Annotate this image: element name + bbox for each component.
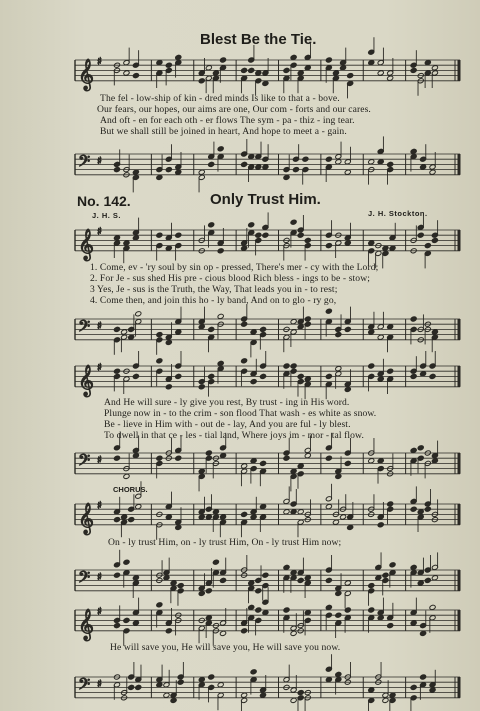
bass-staff-5 <box>75 673 460 703</box>
treble-staff-3 <box>75 362 460 396</box>
treble-staff-5 <box>75 606 460 640</box>
svg-text:𝄞: 𝄞 <box>78 364 94 396</box>
hymn1-verse-1: The fel - low-ship of kin - dred minds Is like to that a - bove. <box>100 93 340 104</box>
chorus-label: CHORUS. <box>113 485 148 494</box>
bass-staff-1 <box>75 150 460 180</box>
svg-text:♯: ♯ <box>97 320 102 332</box>
hymn2-verse-2a: 2. For Je - sus shed His pre - cious blood Rich bless - ings to be - stow; <box>90 273 371 284</box>
lyricist-credit: J. H. S. <box>92 211 122 220</box>
hymn2-verse-1b: And He will sure - ly give you rest, By trust - ing in His word. <box>104 397 350 408</box>
svg-text:𝄞: 𝄞 <box>78 502 94 534</box>
hymn2-verse-2b: Plunge now in - to the crim - son flood That wash - es white as snow. <box>104 408 377 419</box>
chorus-line-1: On - ly trust Him, on - ly trust Him, On - ly trust Him now; <box>108 537 342 548</box>
hymn-title-only-trust-him: Only Trust Him. <box>210 191 321 208</box>
svg-text:𝄞: 𝄞 <box>78 58 94 90</box>
hymn-title-blest-be-the-tie: Blest Be the Tie. <box>200 31 317 48</box>
svg-text:𝄢: 𝄢 <box>78 451 91 474</box>
svg-text:𝄢: 𝄢 <box>78 317 91 340</box>
hymn1-verse-3: And oft - en for each oth - er flows The sym - pa - thiz - ing tear. <box>100 115 355 126</box>
svg-text:𝄢: 𝄢 <box>78 675 91 698</box>
hymn2-verse-4a: 4. Come then, and join this ho - ly band, And on to glo - ry go, <box>90 295 337 306</box>
svg-text:♯: ♯ <box>97 226 102 238</box>
bass-staff-4 <box>75 566 460 596</box>
svg-text:♯: ♯ <box>97 500 102 512</box>
hymn2-verse-3b: Be - lieve in Him with - out de - lay, And you are ful - ly blest. <box>104 419 351 430</box>
svg-text:𝄢: 𝄢 <box>78 152 91 175</box>
treble-staff-4 <box>75 500 460 534</box>
hymn2-verse-4b: To dwell in that ce - les - tial land, Where joys im - mor - tal flow. <box>104 430 364 441</box>
composer-credit: J. H. Stockton. <box>368 209 428 218</box>
hymn1-verse-2: Our fears, our hopes, our aims are one, Our com - forts and our cares. <box>97 104 371 115</box>
svg-text:𝄢: 𝄢 <box>78 568 91 591</box>
hymn-number: No. 142. <box>77 193 131 209</box>
svg-text:♯: ♯ <box>97 571 102 583</box>
svg-text:♯: ♯ <box>97 155 102 167</box>
bass-staff-3 <box>75 449 460 479</box>
svg-text:♯: ♯ <box>97 606 102 618</box>
svg-text:♯: ♯ <box>97 454 102 466</box>
treble-staff-1 <box>75 56 460 90</box>
svg-text:♯: ♯ <box>97 362 102 374</box>
hymn1-verse-4: But we shall still be joined in heart, And hope to meet a - gain. <box>100 126 347 137</box>
svg-text:♯: ♯ <box>97 678 102 690</box>
chorus-line-2: He will save you, He will save you, He will save you now. <box>110 642 341 653</box>
treble-staff-2 <box>75 226 460 260</box>
bass-staff-2 <box>75 315 460 345</box>
svg-text:𝄞: 𝄞 <box>78 608 94 640</box>
svg-text:𝄞: 𝄞 <box>78 228 94 260</box>
svg-text:♯: ♯ <box>97 56 102 68</box>
hymn2-verse-3a: 3 Yes, Je - sus is the Truth, the Way, That leads you in - to rest; <box>90 284 338 295</box>
hymn2-verse-1a: 1. Come, ev - 'ry soul by sin op - pressed, There's mer - cy with the Lord; <box>90 262 379 273</box>
